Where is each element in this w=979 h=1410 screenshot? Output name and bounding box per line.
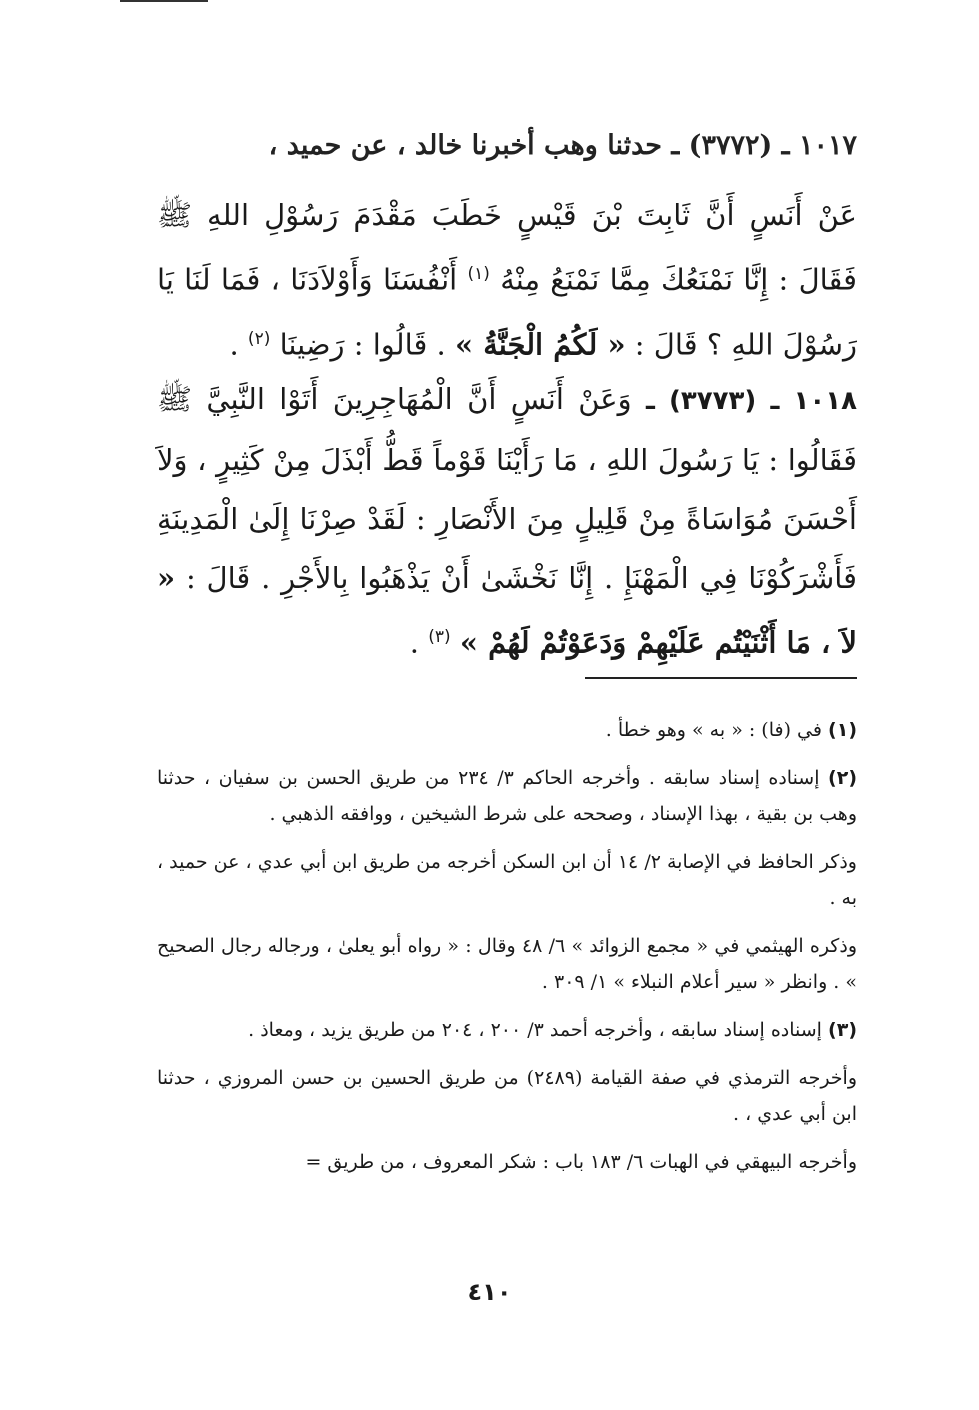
hadith-1017-text-a: عَنْ أَنَسٍ أَنَّ ثَابِتَ بْنَ قَيْسٍ خَطَبَ مَقْدَمَ رَسُوْلِ اللهِ ﷺ فَقَالَ : إِنَّا نَمْنَعُكَ مِمَّا نَمْنَعُ مِنْهُ [157, 198, 858, 297]
footnote-text: وأخرجه البيهقي في الهبات ٦/ ١٨٣ باب : شكر المعروف ، من طريق = [305, 1151, 857, 1173]
hadith-1017-closing: . قَالُوا : رَضِينَا [279, 327, 446, 362]
hadith-1018-number: ١٠١٨ ـ (٣٧٧٣) ـ [645, 386, 857, 416]
footnote-2 [157, 760, 857, 832]
footnotes [157, 712, 857, 1192]
page-number: ٤١٠ [467, 1278, 512, 1306]
hadith-1017-body [157, 186, 857, 374]
footnote-text: إسناده إسناد سابقه . وأخرجه الحاكم ٣/ ٢٣٤ من طريق الحسن بن سفيان ، حدثنا وهب بن بقية ، بهذا الإسناد ، وصححه على شرط الشيخين ، ووافقه الذهبي . [157, 767, 857, 825]
footnote-separator [585, 677, 857, 679]
top-rule [120, 0, 208, 2]
footnote-text: وذكر الحافظ في الإصابة ٢/ ١٤ أن ابن السكن أخرجه من طريق ابن أبي عدي ، عن حميد ، به . [157, 851, 857, 909]
hadith-1017-end: . [229, 327, 239, 362]
footnote-text: إسناده إسناد سابقه ، وأخرجه أحمد ٣/ ٢٠٠ ، ٢٠٤ من طريق يزيد ، ومعاذ . [248, 1019, 822, 1041]
hadith-1018-body [157, 370, 857, 673]
footnote-2-continued-a [157, 844, 857, 916]
footnote-2-continued-b [157, 928, 857, 1000]
footnote-number: (٢) [828, 767, 857, 789]
hadith-1017-text-b: أَنْفُسَنَا وَأَوْلاَدَنَا ، فَمَا لَنَا يَا رَسُوْلَ اللهِ ؟ قَالَ : [157, 262, 857, 362]
footnote-ref-3[interactable]: (٣) [428, 627, 451, 647]
footnote-text: وذكره الهيثمي في « مجمع الزوائد » ٦/ ٤٨ وقال : « رواه أبو يعلىٰ ، ورجاله رجال الصحيح » . وانظر « سير أعلام النبلاء » ١/ ٣٠٩ . [157, 935, 857, 993]
footnote-text: وأخرجه الترمذي في صفة القيامة (٢٤٨٩) من طريق الحسين بن حسن المروزي ، حدثنا ابن أبي عدي ، . [157, 1067, 857, 1125]
footnote-number: (٣) [828, 1019, 857, 1041]
hadith-1017-header [157, 118, 857, 174]
footnote-3-continued-b [157, 1144, 857, 1180]
hadith-1017-prophet-quote: « لَكُمُ الْجَنَّةُ » [454, 327, 626, 362]
footnote-1 [157, 712, 857, 748]
footnote-3 [157, 1012, 857, 1048]
hadith-1018-end: . [409, 625, 419, 660]
footnote-text: في (فا) : « به » وهو خطأ . [605, 719, 822, 741]
footnote-3-continued-a [157, 1060, 857, 1132]
footnote-number: (١) [828, 719, 857, 741]
hadith-1018-prophet-quote: « لاَ ، مَا أَثْنَيْتُم عَلَيْهِمْ وَدَعَوْتُمْ لَهُمْ » [157, 561, 857, 660]
footnote-ref-2[interactable]: (٢) [247, 328, 271, 349]
hadith-1018-text: وَعَنْ أَنَسٍ أَنَّ الْمُهَاجِرِينَ أَتَوْا النَّبِيَّ ﷺ فَقَالُوا : يَا رَسُولَ اللهِ ، مَا رَأَيْنَا قَوْماً قَطُّ أَبْذَلَ مِنْ كَثِيرٍ ، وَلاَ أَحْسَنَ مُوَاسَاةً مِنْ قَلِيلٍ مِنَ الأَنْصَارِ : لَقَدْ صِرْنَا إِلَىٰ الْمَدِينَةِ فَأَشْرَكُوْنَا فِي الْمَهْنَإِ . إِنَّا نَخْشَىٰ أَنْ يَذْهَبُوا بِالأَجْرِ . قَالَ : [157, 382, 858, 595]
footnote-ref-1[interactable]: (١) [467, 264, 490, 284]
hadith-1017-header-text: ١٠١٧ ـ (٣٧٧٢) ـ حدثنا وهب أخبرنا خالد ، عن حميد ، [268, 130, 857, 161]
